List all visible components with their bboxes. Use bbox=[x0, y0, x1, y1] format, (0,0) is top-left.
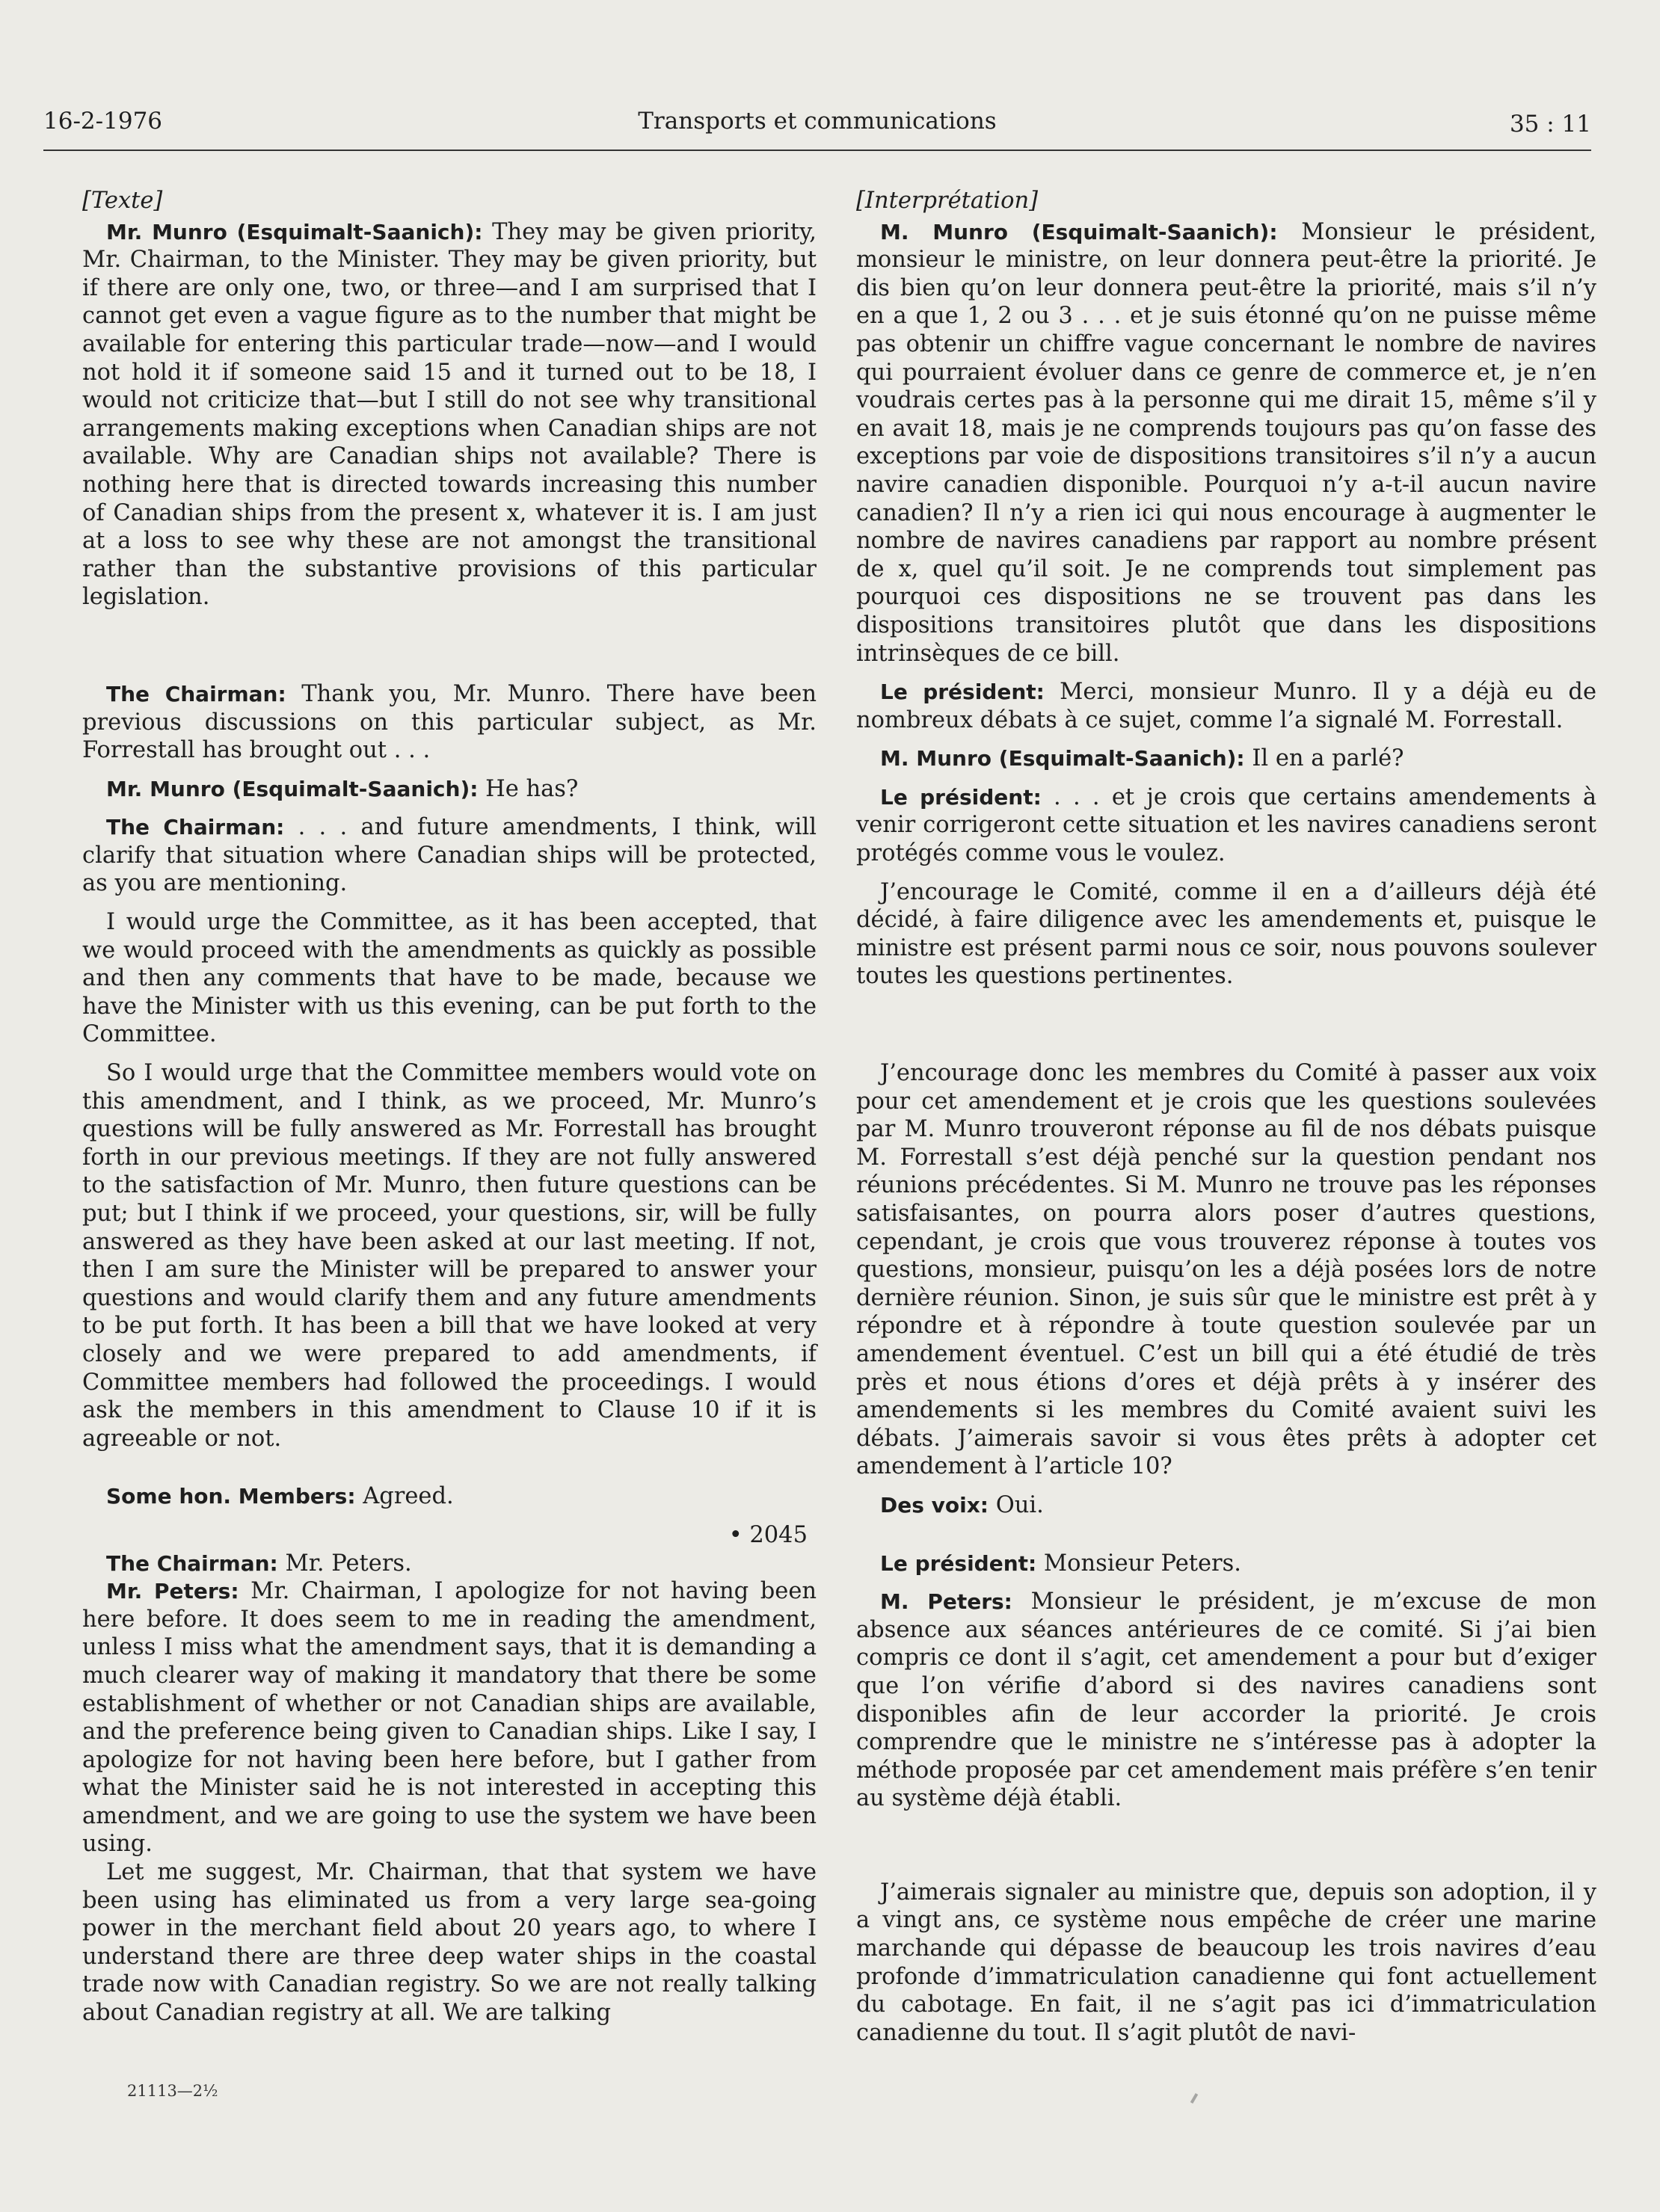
paragraph bbox=[82, 680, 817, 765]
speaker-name: M. Munro (Esquimalt-Saanich): bbox=[880, 219, 1278, 244]
speaker-name: Some hon. Members: bbox=[106, 1484, 356, 1509]
speaker-name: Mr. Munro (Esquimalt-Saanich): bbox=[106, 776, 479, 801]
paragraph: J’encourage donc les membres du Comité à passer aux voix pour cet amendement et je crois que les questions soulevées par M. Munro trouveront réponse au fil de nos débats puisque M. Forrestall s’est déjà penché sur la question pendant nos réunions précédentes. Si M. Munro ne trouve pas les réponses satisfaisantes, on pourra alors poser d’autres questions, cependant, je crois que vous trouverez réponse à toutes vos questions, monsieur, puisqu’on les a déjà posées lors de notre dernière réunion. Sinon, je suis sûr que le ministre est prêt à y répondre et à répondre à toute question soulevée par un amendement éventuel. C’est un bill qui a été étudié de très près et nous étions d’ores et déjà prêts à y insérer des amendements si les membres du Comité avaient suivi les débats. J’aimerais savoir si vous êtes prêts à adopter cet amendement à l’article 10? bbox=[856, 1060, 1596, 1480]
speech-text: He has? bbox=[478, 775, 579, 802]
speech-text: Mr. Peters. bbox=[277, 1550, 412, 1577]
speech-text: They may be given priority, Mr. Chairman, to the Minister. They may be given priority, but if there are only one, two, or three—and I am surprised that I cannot get even a vague figure as to the number that might be available for entering this particular trade—now—and I would not hold it if someone said 15 and it turned out to be 18, I would not criticize that—but I still do not see why transitional arrangements making exceptions when Canadian ships are not available. Why are Canadian ships not available? There is nothing here that is directed towards increasing this number of Canadian ships from the present x, whatever it is. I am just at a loss to see why these are not amongst the transitional rather than the substantive provisions of this particular legislation. bbox=[82, 218, 817, 611]
speaker-name: Le président: bbox=[880, 680, 1045, 705]
french-column bbox=[856, 187, 1596, 2047]
paragraph: J’encourage le Comité, comme il en a d’ailleurs déjà été décidé, à faire diligence avec les amendements et, puisque le ministre est présent parmi nous ce soir, nous pouvons soulever toutes les questions pertinentes. bbox=[856, 878, 1596, 990]
language-tag: [Interprétation] bbox=[856, 188, 1038, 214]
speaker-name: M. Peters: bbox=[880, 1589, 1012, 1615]
header-title: Transports et communications bbox=[638, 108, 997, 135]
paragraph: So I would urge that the Committee members would vote on this amendment, and I think, as we proceed, Mr. Munro’s questions will be fully answered as Mr. Forrestall has brought forth in our previous meetings. If they are not fully answered to the satisfaction of Mr. Munro, then future questions can be put; but I think if we proceed, your questions, sir, will be fully answered as they have been asked at our last meeting. If not, then I am sure the Minister will be prepared to answer your questions and would clarify them and any future amendments to be put forth. It has been a bill that we have looked at very closely and we were prepared to add amendments, if Committee members had followed the proceedings. I would ask the members in this amendment to Clause 10 if it is agreeable or not. bbox=[82, 1060, 817, 1452]
speaker-name: The Chairman: bbox=[106, 681, 286, 706]
speech-text: Il en a parlé? bbox=[1244, 745, 1404, 772]
paragraph bbox=[82, 775, 817, 804]
speech-text: Agreed. bbox=[355, 1483, 454, 1510]
paragraph bbox=[856, 745, 1596, 773]
speech-text: Mr. Chairman, I apologize for not having been here before. It does seem to me in reading the amendment, unless I miss what the amendment says, that it is demanding a much clearer way of making it mandatory that there be some establishment of whether or not Canadian ships are available, and the preference being given to Canadian ships. Like I say, I apologize for not having been here before, but I gather from what the Minister said he is not interested in accepting this amendment, and we are going to use the system we have been using. bbox=[82, 1578, 817, 1858]
paragraph: Let me suggest, Mr. Chairman, that that system we have been using has eliminated us from a very large sea-going power in the merchant field about 20 years ago, to where I understand there are three deep water ships in the coastal trade now with Canadian registry. So we are not really talking about Canadian registry at all. We are talking bbox=[82, 1859, 817, 2027]
speaker-name: M. Munro (Esquimalt-Saanich): bbox=[880, 746, 1245, 771]
paragraph bbox=[856, 783, 1596, 868]
paragraph: J’aimerais signaler au ministre que, depuis son adoption, il y a vingt ans, ce système nous empêche de créer une marine marchande qui dépasse de beaucoup les trois navires d’eau profonde d’immatriculation canadienne qui font actuellement du cabotage. En fait, il ne s’agit pas ici d’immatriculation canadienne du tout. Il s’agit plutôt de navi- bbox=[856, 1879, 1596, 2046]
language-tag: [Texte] bbox=[82, 188, 163, 214]
english-column bbox=[82, 187, 817, 2027]
speaker-name: The Chairman: bbox=[106, 1550, 278, 1576]
paragraph bbox=[856, 218, 1596, 668]
speaker-name: Le président: bbox=[880, 784, 1042, 810]
paragraph bbox=[82, 1482, 817, 1511]
paragraph bbox=[856, 678, 1596, 734]
speech-text: . . . and future amendments, I think, will clarify that situation where Canadian ships will be protected, as you are mentioning. bbox=[82, 814, 817, 897]
speaker-name: The Chairman: bbox=[106, 815, 285, 840]
paragraph: I would urge the Committee, as it has been accepted, that we would proceed with the amendments as quickly as possible and then any comments that have to be made, because we have the Minister with us this evening, can be put forth to the Committee. bbox=[82, 909, 817, 1048]
paragraph bbox=[82, 1550, 817, 1578]
speech-text: Thank you, Mr. Munro. There have been previous discussions on this particular subject, as Mr. Forrestall has brought out . . . bbox=[82, 680, 817, 764]
time-marker: • 2045 bbox=[728, 1521, 808, 1548]
paragraph bbox=[82, 813, 817, 898]
paragraph bbox=[82, 1577, 817, 1858]
paragraph bbox=[856, 1588, 1596, 1813]
page-header bbox=[43, 105, 1591, 151]
header-date: 16-2-1976 bbox=[43, 108, 163, 135]
speech-text: Monsieur le président, monsieur le ministre, on leur donnera peut-être la priorité. Je dis bien qu’on leur donnera peut-être la priorité, mais s’il n’y en a que 1, 2 ou 3 . . . et je suis étonné qu’on ne puisse même pas obtenir un chiffre vague concernant le nombre de navires qui pourraient évoluer dans ce genre de commerce et, je n’en voudrais certes pas à la personne qui me dirait 15, même s’il y en avait 18, mais je ne comprends toujours pas qu’on fasse des exceptions par voie de dispositions transitoires s’il n’y a aucun navire canadien disponible. Pourquoi n’y a-t-il aucun navire canadien? Il n’y a rien ici qui nous encourage à augmenter le nombre de navires canadiens par rapport au nombre présent de x, quel qu’il soit. Je ne comprends tout simplement pas pourquoi ces dispositions ne se trouvent pas dans les dispositions transitoires plutôt que dans les dispositions intrinsèques de ce bill. bbox=[856, 218, 1596, 667]
paragraph bbox=[856, 1550, 1596, 1578]
print-code: 21113—2½ bbox=[127, 2082, 218, 2100]
speaker-name: Mr. Munro (Esquimalt-Saanich): bbox=[106, 219, 483, 244]
speaker-name: Le président: bbox=[880, 1550, 1037, 1576]
ink-mark bbox=[1190, 2093, 1198, 2104]
paragraph bbox=[856, 1491, 1596, 1520]
speech-text: Merci, monsieur Munro. Il y a déjà eu de nombreux débats à ce sujet, comme l’a signalé M. Forrestall. bbox=[856, 679, 1596, 733]
speech-text: . . . et je crois que certains amendements à venir corrigeront cette situation et les navires canadiens seront protégés comme vous le voulez. bbox=[856, 783, 1596, 867]
speech-text: Oui. bbox=[989, 1491, 1044, 1518]
header-page-number: 35 : 11 bbox=[1509, 111, 1591, 138]
paragraph bbox=[82, 218, 817, 611]
speaker-name: Mr. Peters: bbox=[106, 1579, 239, 1604]
speech-text: Monsieur Peters. bbox=[1036, 1550, 1241, 1577]
speech-text: Monsieur le président, je m’excuse de mon absence aux séances antérieures de ce comité. Si j’ai bien compris ce dont il s’agit, cet amendement a pour but d’exiger que l’on vérifie d’abord si des navires canadiens sont disponibles afin de leur accorder la priorité. Je crois comprendre que le ministre ne s’intéresse pas à adopter la méthode proposée par cet amendement mais préfère s’en tenir au système déjà établi. bbox=[856, 1589, 1596, 1812]
speaker-name: Des voix: bbox=[880, 1492, 989, 1518]
